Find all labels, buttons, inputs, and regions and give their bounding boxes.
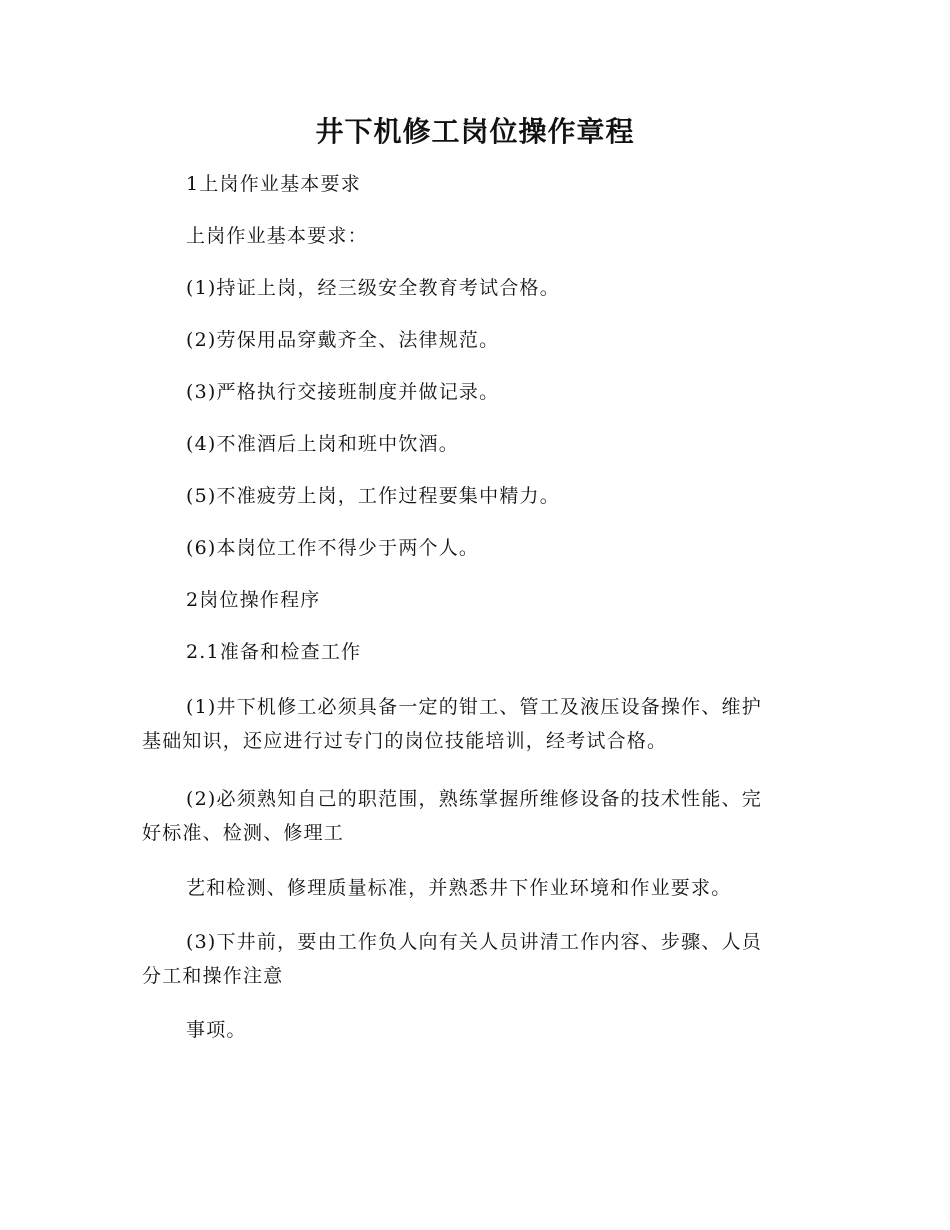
paragraph-item-3 [142,925,807,993]
paragraph-item-1-line-1: (1)井下机修工必须具备一定的钳工、管工及液压设备操作、维护 [186,696,762,718]
paragraph-item-3-line-2: 分工和操作注意 [142,965,284,987]
paragraph-item-2 [142,782,807,850]
paragraph-item-3-line-1: (3)下井前，要由工作负人向有关人员讲清工作内容、步骤、人员 [186,931,762,953]
paragraph-item-2-line-1: (2)必须熟知自己的职范围，熟练掌握所维修设备的技术性能、完 [186,788,762,810]
paragraph-item-1 [142,690,807,758]
paragraph-item-3-continued: 事项。 [186,1019,247,1041]
document-title: 井下机修工岗位操作章程 [315,115,635,148]
list-item-4: (4)不准酒后上岗和班中饮酒。 [186,433,459,455]
list-item-6: (6)本岗位工作不得少于两个人。 [186,537,480,559]
list-item-3: (3)严格执行交接班制度并做记录。 [186,381,500,403]
section-heading-1: 1上岗作业基本要求 [186,173,361,195]
subsection-heading-2-1: 2.1准备和检查工作 [186,641,362,663]
paragraph-requirements-intro: 上岗作业基本要求： [186,225,368,247]
paragraph-item-2-line-2: 好标准、检测、修理工 [142,822,345,844]
section-heading-2: 2岗位操作程序 [186,589,321,611]
list-item-1: (1)持证上岗，经三级安全教育考试合格。 [186,277,560,299]
paragraph-item-1-line-2: 基础知识，还应进行过专门的岗位技能培训，经考试合格。 [142,730,668,752]
paragraph-item-2-continued: 艺和检测、修理质量标准，并熟悉井下作业环境和作业要求。 [186,877,732,899]
list-item-2: (2)劳保用品穿戴齐全、法律规范。 [186,329,500,351]
list-item-5: (5)不准疲劳上岗，工作过程要集中精力。 [186,485,560,507]
